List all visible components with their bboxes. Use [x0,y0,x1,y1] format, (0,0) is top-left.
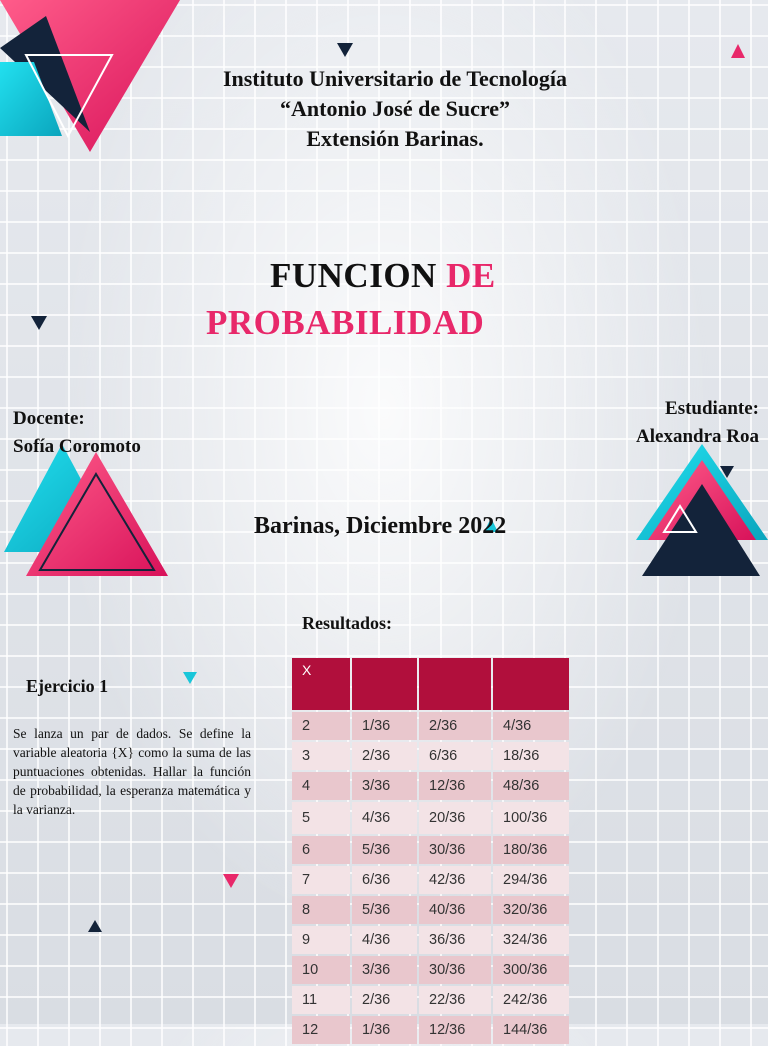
table-header-cell [352,658,417,710]
table-cell: 48/36 [493,772,569,800]
table-cell: 4/36 [352,802,417,834]
triangle-cluster-right-icon [634,440,768,580]
table-cell: 324/36 [493,926,569,954]
small-navy-triangle-icon [88,920,102,932]
table-cell: 18/36 [493,742,569,770]
table-header-row [292,658,569,710]
table-row [292,742,569,770]
table-row [292,926,569,954]
table-cell: 300/36 [493,956,569,984]
estudiante-name: Alexandra Roa [636,426,759,447]
docente-label: Docente: [13,408,85,429]
table-row [292,712,569,740]
small-pink-triangle-icon [223,874,239,888]
table-cell: 40/36 [419,896,491,924]
table-cell: 144/36 [493,1016,569,1044]
table-cell: 7 [292,866,350,894]
table-cell: 2/36 [352,986,417,1014]
table-cell: 242/36 [493,986,569,1014]
page-title-line2: PROBABILIDAD [206,303,485,342]
small-navy-triangle-icon [31,316,47,330]
table-cell: 20/36 [419,802,491,834]
table-row [292,802,569,834]
place-date: Barinas, Diciembre 2022 [254,513,507,539]
table-cell: 10 [292,956,350,984]
table-cell: 2/36 [352,742,417,770]
table-cell: 11 [292,986,350,1014]
table-cell: 6/36 [419,742,491,770]
title-word-funcion: FUNCION [270,256,437,295]
table-cell: 4/36 [493,712,569,740]
table-row [292,986,569,1014]
table-cell: 1/36 [352,1016,417,1044]
institute-honoree: “Antonio José de Sucre” [280,96,510,121]
table-row [292,772,569,800]
table-cell: 100/36 [493,802,569,834]
table-cell: 3 [292,742,350,770]
table-row [292,1016,569,1044]
table-row [292,866,569,894]
table-cell: 9 [292,926,350,954]
title-word-de: DE [446,256,496,295]
table-cell: 8 [292,896,350,924]
estudiante-label: Estudiante: [665,398,759,419]
table-cell: 12 [292,1016,350,1044]
table-cell: 12/36 [419,772,491,800]
institute-name: Instituto Universitario de Tecnología [222,66,568,91]
table-row [292,836,569,864]
table-cell: 3/36 [352,772,417,800]
docente-name: Sofía Coromoto [13,436,141,457]
table-header-cell: X [292,658,350,710]
table-header-cell [493,658,569,710]
table-cell: 2/36 [419,712,491,740]
table-cell: 30/36 [419,836,491,864]
results-label: Resultados: [302,613,393,633]
table-cell: 12/36 [419,1016,491,1044]
table-cell: 6 [292,836,350,864]
table-cell: 30/36 [419,956,491,984]
results-table [290,656,571,1046]
table-cell: 294/36 [493,866,569,894]
table-cell: 4 [292,772,350,800]
table-cell: 180/36 [493,836,569,864]
small-pink-triangle-icon [731,44,745,58]
table-cell: 5/36 [352,896,417,924]
small-cyan-triangle-icon [183,672,197,684]
institute-extension: Extensión Barinas. [306,126,484,151]
table-cell: 320/36 [493,896,569,924]
table-row [292,896,569,924]
table-cell: 3/36 [352,956,417,984]
table-cell: 42/36 [419,866,491,894]
table-cell: 6/36 [352,866,417,894]
table-header-cell [419,658,491,710]
table-cell: 5/36 [352,836,417,864]
table-cell: 5 [292,802,350,834]
table-cell: 4/36 [352,926,417,954]
page-title-line1 [270,256,496,296]
table-row [292,956,569,984]
exercise-heading: Ejercicio 1 [26,676,109,696]
exercise-text: Se lanza un par de dados. Se define la variable aleatoria {X} como la suma de las puntuaciones obtenidas. Hallar la función de probabilidad, la esperanza matemática y la varianza. [13,726,251,817]
table-cell: 36/36 [419,926,491,954]
table-cell: 1/36 [352,712,417,740]
table-cell: 2 [292,712,350,740]
triangle-cluster-left-icon [0,440,175,580]
table-cell: 22/36 [419,986,491,1014]
small-navy-triangle-icon [337,43,353,57]
